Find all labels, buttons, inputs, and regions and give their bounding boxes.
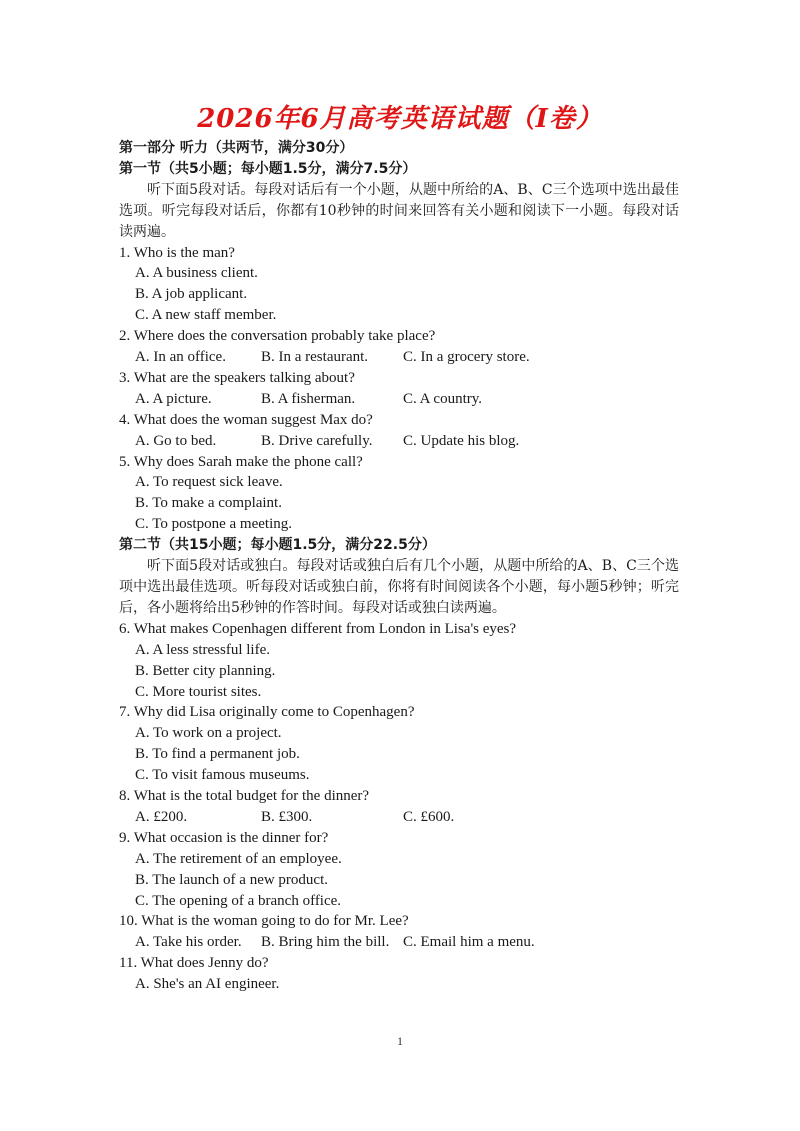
option-7b: B. To find a permanent job. bbox=[135, 746, 300, 763]
option-8a: A. £200. bbox=[135, 808, 188, 825]
option-1a: A. A business client. bbox=[135, 265, 258, 282]
option-5c: C. To postpone a meeting. bbox=[135, 516, 292, 533]
option-9b: B. The launch of a new product. bbox=[135, 871, 329, 888]
question-8: 8. What is the total budget for the dinner? bbox=[119, 788, 370, 805]
option-11a: A. She's an AI engineer. bbox=[135, 976, 280, 993]
page-title: 2026年6月高考英语试题（I卷） bbox=[197, 104, 603, 134]
option-9c: C. The opening of a branch office. bbox=[135, 892, 342, 909]
option-4b: B. Drive carefully. bbox=[261, 432, 373, 449]
question-11: 11. What does Jenny do? bbox=[119, 955, 269, 972]
question-7: 7. Why did Lisa originally come to Copenhagen? bbox=[119, 704, 415, 721]
options-row-4 bbox=[119, 431, 679, 452]
option-7c: C. To visit famous museums. bbox=[135, 767, 310, 784]
question-9: 9. What occasion is the dinner for? bbox=[119, 829, 329, 846]
option-10c: C. Email him a menu. bbox=[403, 934, 535, 951]
section2-instructions: 听下面5段对话或独白。每段对话或独白后有几个小题，从题中所给的A、B、C三个选项中选出最佳选项。听每段对话或独白前，你将有时间阅读各个小题，每小题5秒钟；听完后，各小题将给出5秒钟的作答时间。每段对话或独白读两遍。 bbox=[119, 558, 679, 616]
question-6: 6. What makes Copenhagen different from London in Lisa's eyes? bbox=[119, 620, 517, 637]
option-1c: C. A new staff member. bbox=[135, 307, 277, 324]
section1-heading: 第一节（共5小题；每小题1.5分，满分7.5分） bbox=[119, 160, 417, 177]
option-3a: A. A picture. bbox=[135, 390, 212, 407]
option-8c: C. £600. bbox=[403, 808, 455, 825]
option-4c: C. Update his blog. bbox=[403, 432, 520, 449]
question-4: 4. What does the woman suggest Max do? bbox=[119, 411, 373, 428]
question-5: 5. Why does Sarah make the phone call? bbox=[119, 453, 363, 470]
option-2c: C. In a grocery store. bbox=[403, 349, 530, 366]
option-6a: A. A less stressful life. bbox=[135, 641, 270, 658]
option-3c: C. A country. bbox=[403, 390, 483, 407]
exam-content bbox=[119, 138, 679, 995]
options-row-10 bbox=[119, 932, 679, 953]
page-number: 1 bbox=[397, 1034, 403, 1048]
option-5a: A. To request sick leave. bbox=[135, 474, 283, 491]
option-9a: A. The retirement of an employee. bbox=[135, 850, 342, 867]
option-1b: B. A job applicant. bbox=[135, 286, 248, 303]
option-3b: B. A fisherman. bbox=[261, 390, 356, 407]
option-7a: A. To work on a project. bbox=[135, 725, 282, 742]
question-1: 1. Who is the man? bbox=[119, 244, 235, 261]
option-2b: B. In a restaurant. bbox=[261, 349, 369, 366]
option-10b: B. Bring him the bill. bbox=[261, 934, 390, 951]
options-row-8 bbox=[119, 807, 679, 828]
part-heading: 第一部分 听力（共两节，满分30分） bbox=[119, 140, 354, 156]
option-4a: A. Go to bed. bbox=[135, 432, 217, 449]
section2-heading: 第二节（共15小题；每小题1.5分，满分22.5分） bbox=[119, 537, 436, 554]
option-6c: C. More tourist sites. bbox=[135, 683, 262, 700]
option-6b: B. Better city planning. bbox=[135, 662, 276, 679]
question-3: 3. What are the speakers talking about? bbox=[119, 369, 355, 386]
option-10a: A. Take his order. bbox=[135, 934, 242, 951]
section1-instructions: 听下面5段对话。每段对话后有一个小题，从题中所给的A、B、C三个选项中选出最佳选项。听完每段对话后，你都有10秒钟的时间来回答有关小题和阅读下一小题。每段对话读两遍。 bbox=[119, 181, 679, 240]
option-8b: B. £300. bbox=[261, 808, 313, 825]
question-2: 2. Where does the conversation probably take place? bbox=[119, 328, 436, 345]
option-5b: B. To make a complaint. bbox=[135, 495, 282, 512]
option-2a: A. In an office. bbox=[135, 349, 226, 366]
options-row-3 bbox=[119, 389, 679, 410]
question-10: 10. What is the woman going to do for Mr. Lee? bbox=[119, 913, 409, 930]
options-row-2 bbox=[119, 347, 679, 368]
